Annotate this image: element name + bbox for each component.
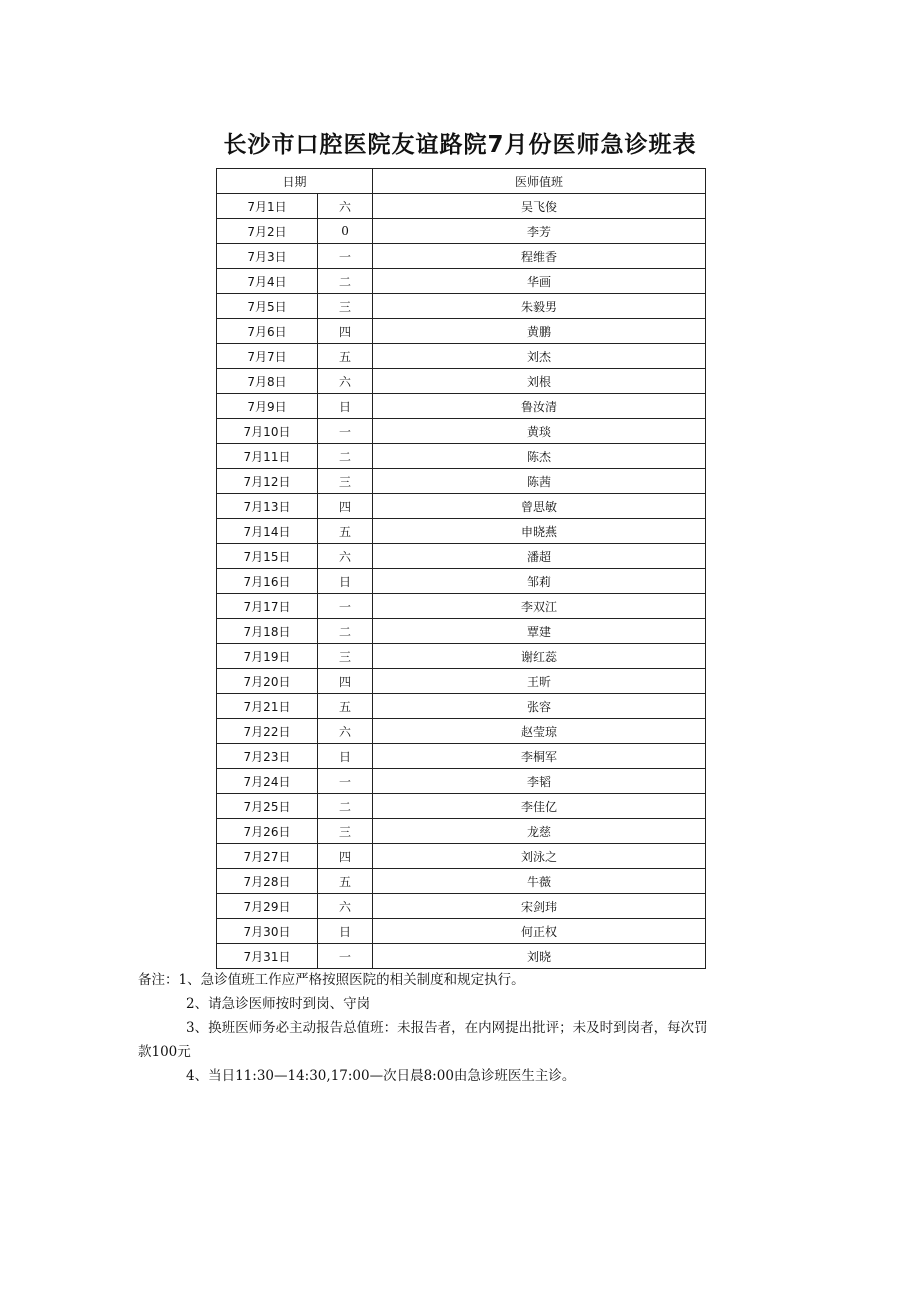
date-cell: 7月18日 <box>217 619 318 644</box>
weekday-cell: 二 <box>318 619 373 644</box>
note-line-4: 4、当日11:30—14:30,17:00—次日晨8:00由急诊班医生主诊。 <box>186 1068 576 1084</box>
date-cell: 7月2日 <box>217 219 318 244</box>
table-row <box>217 519 706 544</box>
table-row <box>217 319 706 344</box>
doctor-cell: 鲁汝清 <box>373 394 706 419</box>
weekday-cell: 四 <box>318 494 373 519</box>
table-row <box>217 294 706 319</box>
table-row <box>217 794 706 819</box>
table-row <box>217 344 706 369</box>
doctor-cell: 牛薇 <box>373 869 706 894</box>
weekday-cell: 六 <box>318 719 373 744</box>
doctor-cell: 程维香 <box>373 244 706 269</box>
table-row <box>217 769 706 794</box>
doctor-cell: 李芳 <box>373 219 706 244</box>
date-cell: 7月31日 <box>217 944 318 969</box>
date-cell: 7月7日 <box>217 344 318 369</box>
doctor-cell: 朱毅男 <box>373 294 706 319</box>
table-row <box>217 944 706 969</box>
note-line-1: 备注：1、急诊值班工作应严格按照医院的相关制度和规定执行。 <box>138 972 525 988</box>
weekday-cell: 一 <box>318 769 373 794</box>
doctor-cell: 邹莉 <box>373 569 706 594</box>
table-row <box>217 919 706 944</box>
weekday-cell: 三 <box>318 819 373 844</box>
date-cell: 7月26日 <box>217 819 318 844</box>
weekday-cell: 五 <box>318 344 373 369</box>
date-cell: 7月9日 <box>217 394 318 419</box>
table-row <box>217 744 706 769</box>
doctor-cell: 刘晓 <box>373 944 706 969</box>
doctor-cell: 潘超 <box>373 544 706 569</box>
weekday-cell: 日 <box>318 744 373 769</box>
table-row <box>217 269 706 294</box>
table-row <box>217 419 706 444</box>
date-cell: 7月19日 <box>217 644 318 669</box>
weekday-cell: 一 <box>318 419 373 444</box>
doctor-cell: 赵莹琼 <box>373 719 706 744</box>
doctor-cell: 李双江 <box>373 594 706 619</box>
weekday-cell: 五 <box>318 869 373 894</box>
weekday-cell: 日 <box>318 919 373 944</box>
table-row <box>217 594 706 619</box>
date-cell: 7月10日 <box>217 419 318 444</box>
date-cell: 7月23日 <box>217 744 318 769</box>
page-title: 长沙市口腔医院友谊路院7月份医师急诊班表 <box>223 132 697 158</box>
doctor-cell: 何正权 <box>373 919 706 944</box>
doctor-cell: 李韬 <box>373 769 706 794</box>
weekday-cell: 三 <box>318 469 373 494</box>
doctor-cell: 覃建 <box>373 619 706 644</box>
table-row <box>217 694 706 719</box>
note-line-3: 3、换班医师务必主动报告总值班：未报告者，在内网提出批评；未及时到岗者，每次罚 <box>186 1020 708 1036</box>
date-cell: 7月3日 <box>217 244 318 269</box>
weekday-cell: 六 <box>318 544 373 569</box>
date-cell: 7月20日 <box>217 669 318 694</box>
date-cell: 7月24日 <box>217 769 318 794</box>
weekday-cell: 0 <box>318 219 373 244</box>
doctor-cell: 张容 <box>373 694 706 719</box>
table-row <box>217 844 706 869</box>
table-row <box>217 619 706 644</box>
table-row <box>217 544 706 569</box>
doctor-cell: 刘杰 <box>373 344 706 369</box>
date-cell: 7月8日 <box>217 369 318 394</box>
doctor-cell: 申晓燕 <box>373 519 706 544</box>
table-row <box>217 194 706 219</box>
doctor-cell: 宋剑玮 <box>373 894 706 919</box>
date-cell: 7月25日 <box>217 794 318 819</box>
weekday-cell: 四 <box>318 669 373 694</box>
weekday-cell: 日 <box>318 569 373 594</box>
note-line-2: 2、请急诊医师按时到岗、守岗 <box>186 996 371 1012</box>
table-row <box>217 369 706 394</box>
table-header-row <box>217 169 706 194</box>
weekday-cell: 六 <box>318 369 373 394</box>
date-cell: 7月5日 <box>217 294 318 319</box>
date-cell: 7月11日 <box>217 444 318 469</box>
table-row <box>217 219 706 244</box>
date-cell: 7月13日 <box>217 494 318 519</box>
weekday-cell: 四 <box>318 319 373 344</box>
header-doctor: 医师值班 <box>373 169 706 194</box>
doctor-cell: 李佳亿 <box>373 794 706 819</box>
doctor-cell: 黄琰 <box>373 419 706 444</box>
date-cell: 7月16日 <box>217 569 318 594</box>
weekday-cell: 一 <box>318 594 373 619</box>
table-row <box>217 569 706 594</box>
date-cell: 7月28日 <box>217 869 318 894</box>
doctor-cell: 刘根 <box>373 369 706 394</box>
table-row <box>217 869 706 894</box>
doctor-cell: 谢红蕊 <box>373 644 706 669</box>
table-row <box>217 444 706 469</box>
table-row <box>217 244 706 269</box>
doctor-cell: 吴飞俊 <box>373 194 706 219</box>
weekday-cell: 四 <box>318 844 373 869</box>
note-line-3-continued: 款100元 <box>138 1044 191 1060</box>
table-row <box>217 894 706 919</box>
weekday-cell: 一 <box>318 244 373 269</box>
date-cell: 7月14日 <box>217 519 318 544</box>
table-row <box>217 494 706 519</box>
table-row <box>217 469 706 494</box>
doctor-cell: 王昕 <box>373 669 706 694</box>
duty-schedule-table <box>216 168 706 969</box>
date-cell: 7月29日 <box>217 894 318 919</box>
date-cell: 7月22日 <box>217 719 318 744</box>
table-row <box>217 644 706 669</box>
weekday-cell: 日 <box>318 394 373 419</box>
weekday-cell: 二 <box>318 444 373 469</box>
doctor-cell: 刘泳之 <box>373 844 706 869</box>
date-cell: 7月4日 <box>217 269 318 294</box>
date-cell: 7月12日 <box>217 469 318 494</box>
header-date: 日期 <box>217 169 373 194</box>
date-cell: 7月30日 <box>217 919 318 944</box>
weekday-cell: 二 <box>318 269 373 294</box>
table-row <box>217 394 706 419</box>
doctor-cell: 龙慈 <box>373 819 706 844</box>
date-cell: 7月17日 <box>217 594 318 619</box>
weekday-cell: 五 <box>318 694 373 719</box>
weekday-cell: 五 <box>318 519 373 544</box>
date-cell: 7月15日 <box>217 544 318 569</box>
weekday-cell: 三 <box>318 644 373 669</box>
doctor-cell: 李桐军 <box>373 744 706 769</box>
table-row <box>217 819 706 844</box>
doctor-cell: 陈杰 <box>373 444 706 469</box>
table-row <box>217 719 706 744</box>
doctor-cell: 陈茜 <box>373 469 706 494</box>
doctor-cell: 曾思敏 <box>373 494 706 519</box>
doctor-cell: 华画 <box>373 269 706 294</box>
table-body <box>217 194 706 969</box>
table-row <box>217 669 706 694</box>
weekday-cell: 六 <box>318 894 373 919</box>
weekday-cell: 六 <box>318 194 373 219</box>
date-cell: 7月21日 <box>217 694 318 719</box>
weekday-cell: 一 <box>318 944 373 969</box>
date-cell: 7月6日 <box>217 319 318 344</box>
date-cell: 7月1日 <box>217 194 318 219</box>
doctor-cell: 黄鹏 <box>373 319 706 344</box>
notes-section <box>138 968 788 1088</box>
date-cell: 7月27日 <box>217 844 318 869</box>
weekday-cell: 二 <box>318 794 373 819</box>
weekday-cell: 三 <box>318 294 373 319</box>
